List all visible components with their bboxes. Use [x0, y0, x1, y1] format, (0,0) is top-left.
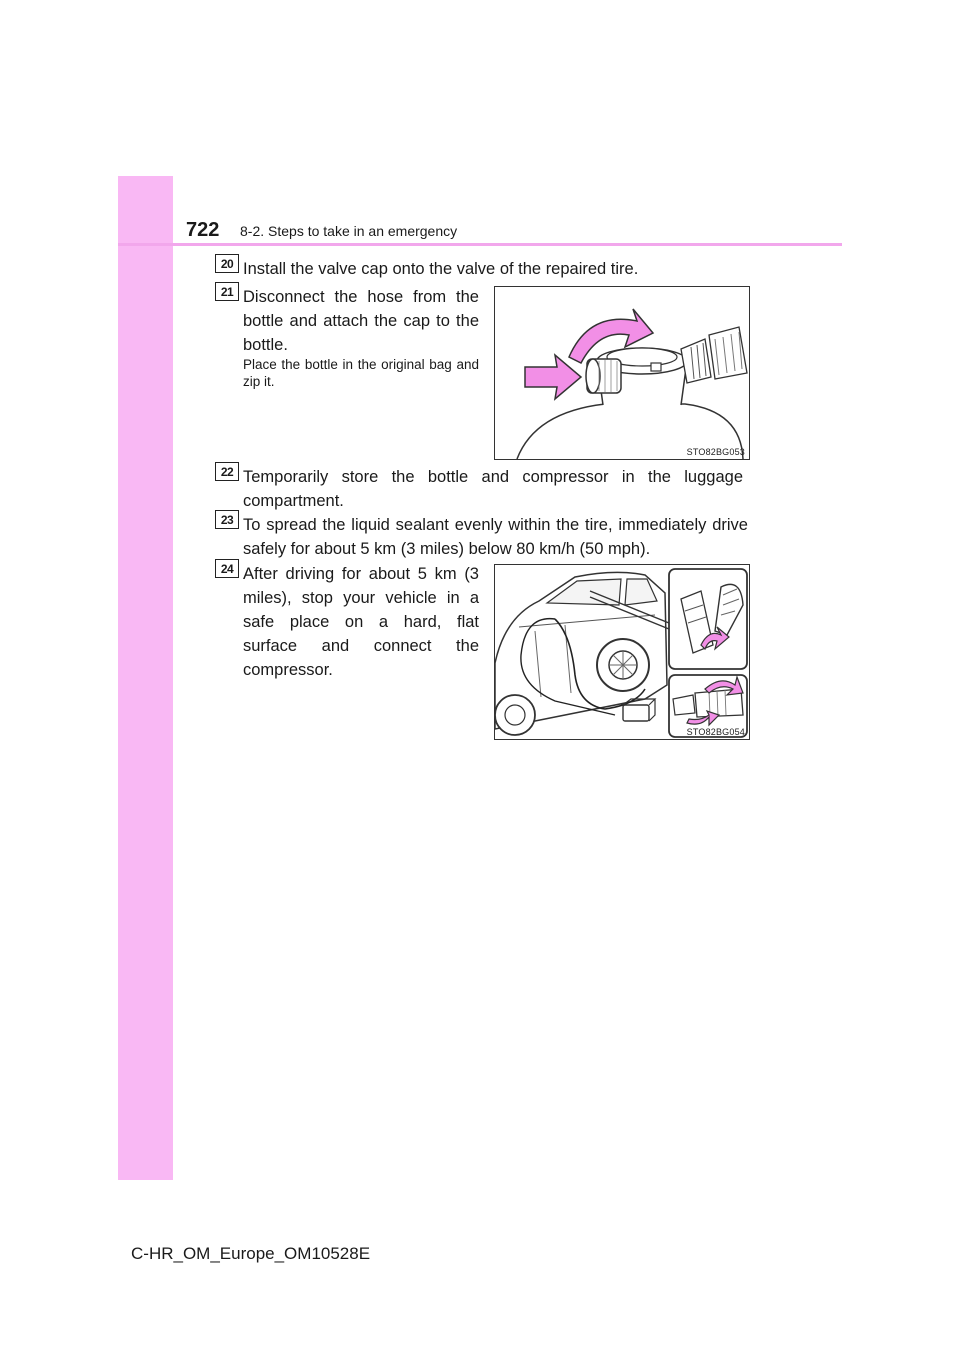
- bottle-cap-icon: [495, 287, 750, 460]
- figure-code-054: STO82BG054: [686, 727, 745, 737]
- step-badge-21: 21: [215, 282, 239, 301]
- step-badge-22: 22: [215, 462, 239, 481]
- step-badge-24: 24: [215, 559, 239, 578]
- step-24-text: After driving for about 5 km (3 miles), stop your vehicle in a safe place on a hard, flat surface and connect the compressor.: [243, 565, 479, 679]
- step-badge-23: 23: [215, 510, 239, 529]
- step-23-text: To spread the liquid sealant evenly within the tire, immediately drive safely for about 5 km (3 miles) below 80 km/h (50 mph).: [243, 516, 748, 558]
- car-compressor-figure: [494, 564, 750, 740]
- header-divider: [118, 243, 842, 246]
- step-21-note: Place the bottle in the original bag and zip it.: [243, 357, 479, 389]
- bottle-cap-figure: [494, 286, 750, 460]
- figure-code-053: STO82BG053: [686, 447, 745, 457]
- document-footer: C-HR_OM_Europe_OM10528E: [131, 1244, 371, 1263]
- step-badge-20: 20: [215, 254, 239, 273]
- step-20-text: Install the valve cap onto the valve of the repaired tire.: [243, 260, 639, 278]
- sidebar-tab: [118, 176, 173, 1180]
- car-compressor-icon: [495, 565, 750, 740]
- section-title: 8-2. Steps to take in an emergency: [240, 223, 458, 239]
- page-number: 722: [186, 219, 220, 241]
- step-21-text: Disconnect the hose from the bottle and attach the cap to the bottle.: [243, 288, 479, 354]
- step-22-text: Temporarily store the bottle and compressor in the luggage compartment.: [243, 468, 743, 510]
